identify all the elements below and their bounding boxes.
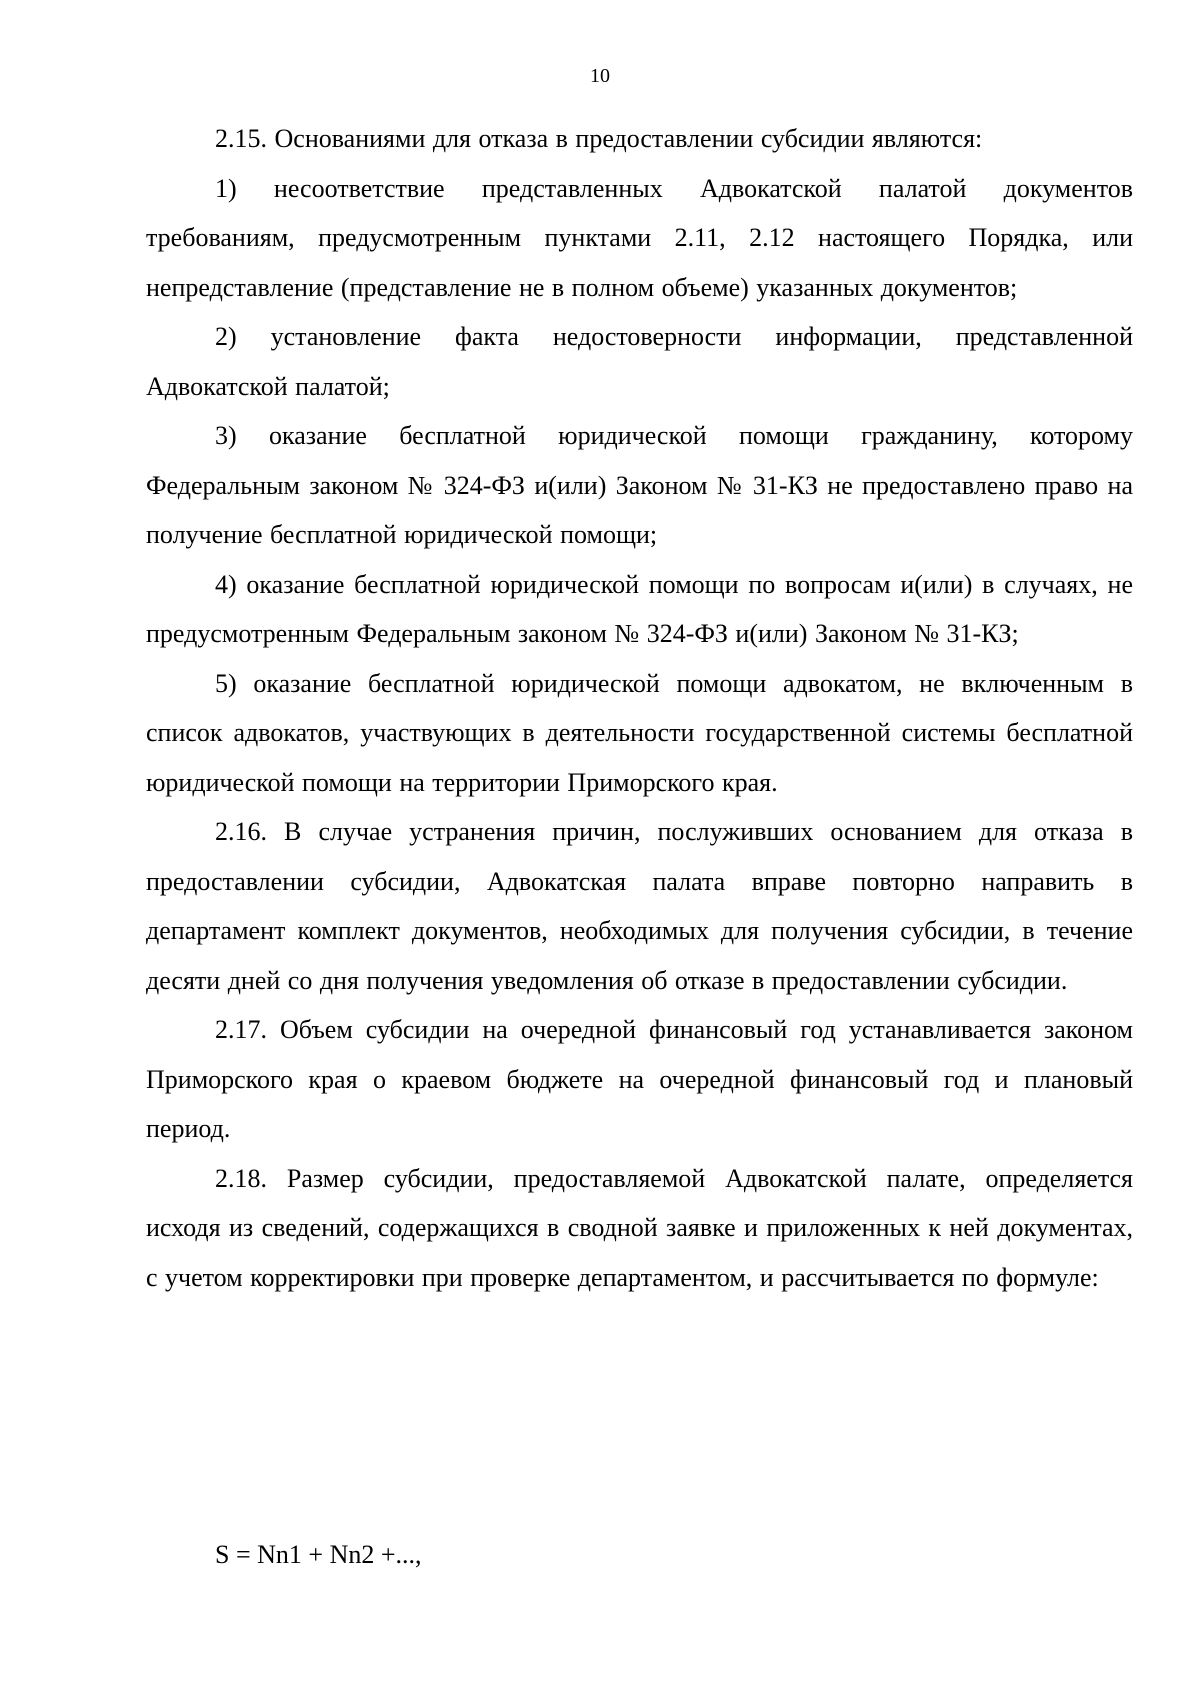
paragraph-2-15: 2.15. Основаниями для отказа в предоставлении субсидии являются: bbox=[215, 124, 983, 153]
paragraph-item-2: 2) установление факта недостоверности информации, представленной Адвокатской палатой; bbox=[146, 322, 1133, 401]
paragraph-2-17: 2.17. Объем субсидии на очередной финансовый год устанавливается законом Приморского края о краевом бюджете на очередной финансовый год и плановый период. bbox=[146, 1015, 1133, 1143]
page-number: 10 bbox=[590, 65, 610, 87]
paragraph-item-4: 4) оказание бесплатной юридической помощи по вопросам и(или) в случаях, не предусмотренным Федеральным законом № 324-ФЗ и(или) Законом № 31-КЗ; bbox=[146, 569, 1133, 648]
subsidy-formula: S = Nn1 + Nn2 +..., bbox=[215, 1540, 422, 1569]
document-body bbox=[146, 114, 1133, 1302]
paragraph-2-16: 2.16. В случае устранения причин, послуживших основанием для отказа в предоставлении субсидии, Адвокатская палата вправе повторно направить в департамент комплект документов, необходимых для получения субсидии, в течение десяти дней со дня получения уведомления об отказе в предоставлении субсидии. bbox=[146, 817, 1133, 995]
paragraph-item-5: 5) оказание бесплатной юридической помощи адвокатом, не включенным в список адвокатов, участвующих в деятельности государственной системы бесплатной юридической помощи на территории Приморского края. bbox=[146, 668, 1133, 797]
paragraph-2-18: 2.18. Размер субсидии, предоставляемой Адвокатской палате, определяется исходя из сведений, содержащихся в сводной заявке и приложенных к ней документах, с учетом корректировки при проверке департаментом, и рассчитывается по формуле: bbox=[146, 1163, 1133, 1292]
paragraph-item-3: 3) оказание бесплатной юридической помощи гражданину, которому Федеральным законом № 324-ФЗ и(или) Законом № 31-КЗ не предоставлено право на получение бесплатной юридической помощи; bbox=[146, 421, 1133, 549]
paragraph-item-1: 1) несоответствие представленных Адвокатской палатой документов требованиям, предусмотренным пунктами 2.11, 2.12 настоящего Порядка, или непредставление (представление не в полном объеме) указанных документов; bbox=[146, 173, 1133, 302]
